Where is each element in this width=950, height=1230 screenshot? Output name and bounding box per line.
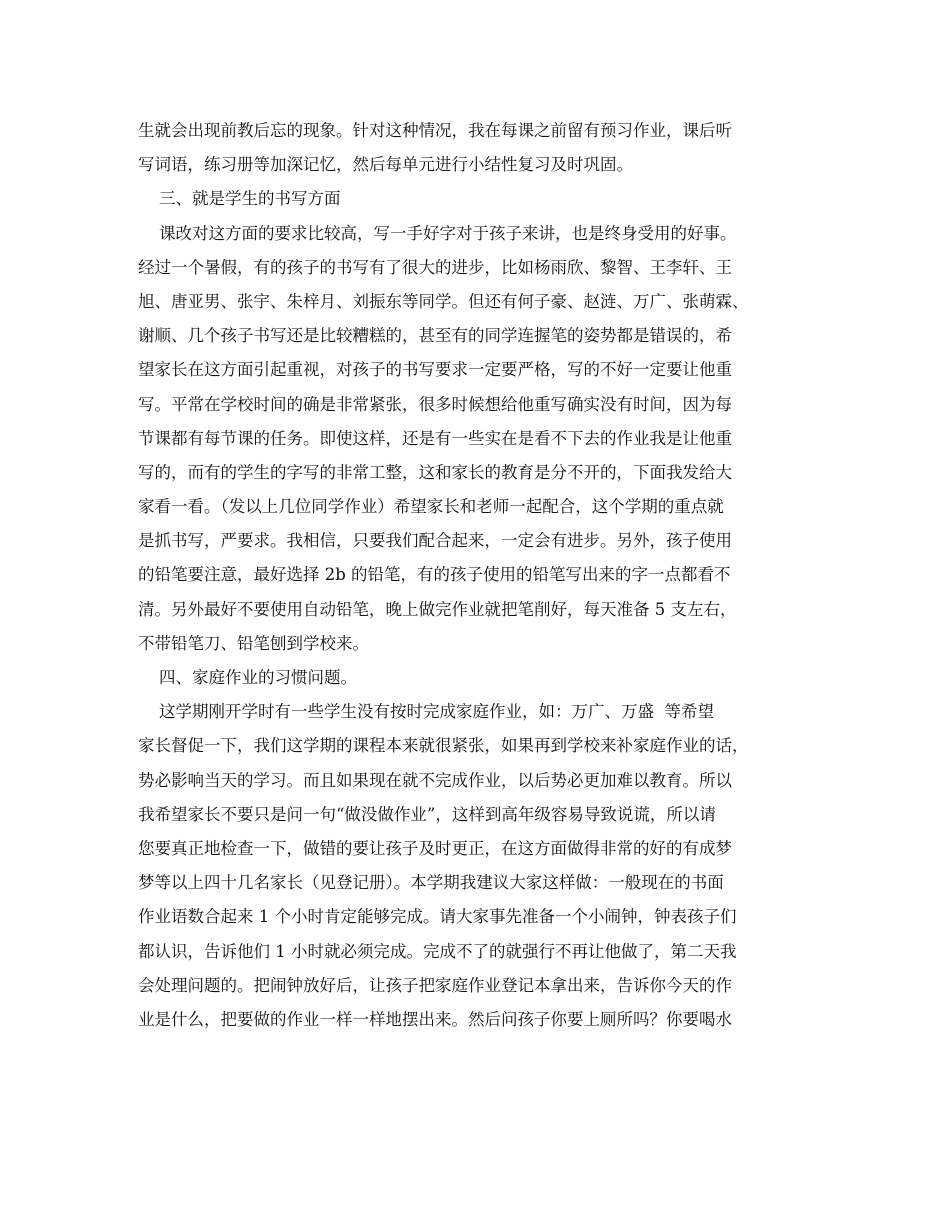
text-line: 课改对这方面的要求比较高，写一手好字对于孩子来讲，也是终身受用的好事。 bbox=[138, 223, 737, 243]
text-line: 望家长在这方面引起重视，对孩子的书写要求一定要严格，写的不好一定要让他重 bbox=[138, 360, 732, 380]
text-line: 这学期刚开学时有一些学生没有按时完成家庭作业，如：万广、万盛 等希望 bbox=[138, 702, 714, 722]
text-line: 生就会出现前教后忘的现象。针对这种情况，我在每课之前留有预习作业，课后听 bbox=[138, 121, 732, 140]
document-body bbox=[138, 114, 828, 1037]
text-line: 家看一看。（发以上几位同学作业）希望家长和老师一起配合，这个学期的重点就 bbox=[138, 497, 724, 517]
text-line: 旭、唐亚男、张宇、朱梓月、刘振东等同学。但还有何子豪、赵涟、万广、张萌霖、 bbox=[138, 291, 749, 311]
text-line: 作业语数合起来 1 个小时肯定能够完成。请大家事先准备一个小闹钟，钟表孩子们 bbox=[138, 907, 737, 927]
text-line: 业是什么，把要做的作业一样一样地摆出来。然后问孩子你要上厕所吗？你要喝水 bbox=[138, 1009, 732, 1029]
text-line: 的铅笔要注意，最好选择 2b 的铅笔，有的孩子使用的铅笔写出来的字一点都看不 bbox=[138, 565, 731, 585]
text-line: 谢顺、几个孩子书写还是比较糟糕的，甚至有的同学连握笔的姿势都是错误的，希 bbox=[138, 326, 732, 346]
text-line: 您要真正地检查一下，做错的要让孩子及时更正，在这方面做得非常的好的有成梦 bbox=[138, 838, 732, 858]
text-line: 不带铅笔刀、铅笔刨到学校来。 bbox=[138, 633, 369, 653]
text-line: 节课都有每节课的任务。即使这样，还是有一些实在是看不下去的作业我是让他重 bbox=[138, 428, 732, 448]
text-line: 写。平常在学校时间的确是非常紧张，很多时候想给他重写确实没有时间，因为每 bbox=[138, 394, 732, 414]
text-line: 写词语，练习册等加深记忆，然后每单元进行小结性复习及时巩固。 bbox=[138, 155, 633, 175]
text-line: 家长督促一下，我们这学期的课程本来就很紧张，如果再到学校来补家庭作业的话， bbox=[138, 736, 749, 756]
text-line: 经过一个暑假，有的孩子的书写有了很大的进步，比如杨雨欣、黎智、王李轩、王 bbox=[138, 257, 732, 277]
text-line: 势必影响当天的学习。而且如果现在就不完成作业，以后势必更加难以教育。所以 bbox=[138, 770, 732, 790]
section-heading: 三、就是学生的书写方面 bbox=[138, 189, 341, 209]
text-line: 梦等以上四十几名家长（见登记册）。本学期我建议大家这样做：一般现在的书面 bbox=[138, 873, 724, 893]
text-line: 是抓书写，严要求。我相信，只要我们配合起来，一定会有进步。另外，孩子使用 bbox=[138, 531, 732, 551]
text-line: 写的，而有的学生的字写的非常工整，这和家长的教育是分不开的，下面我发给大 bbox=[138, 462, 732, 482]
text-line: 都认识，告诉他们 1 小时就必须完成。完成不了的就强行不再让他做了，第二天我 bbox=[138, 941, 737, 961]
section-heading: 四、家庭作业的习惯问题。 bbox=[138, 668, 357, 687]
text-line: 会处理问题的。把闹钟放好后，让孩子把家庭作业登记本拿出来，告诉你今天的作 bbox=[138, 975, 732, 995]
text-line: 我希望家长不要只是问一句“做没做作业”，这样到高年级容易导致说谎，所以请 bbox=[138, 804, 716, 824]
text-line: 清。另外最好不要使用自动铅笔，晚上做完作业就把笔削好，每天准备 5 支左右， bbox=[138, 599, 737, 619]
